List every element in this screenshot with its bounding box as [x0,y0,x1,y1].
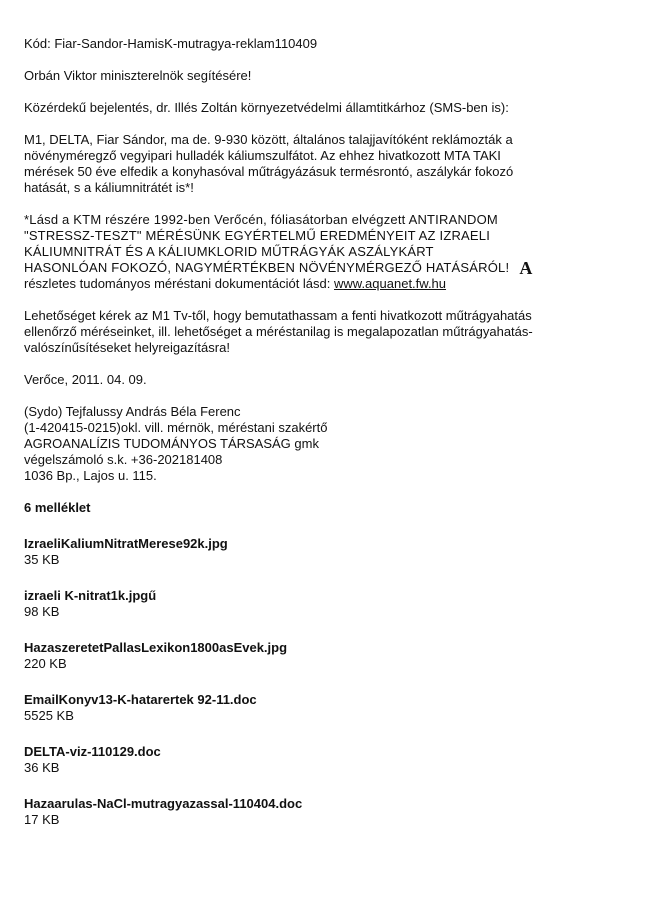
paragraph-2-line-5 [24,276,633,292]
attachment-name[interactable]: EmailKonyv13-K-hatarertek 92-11.doc [24,692,257,707]
attachment-name[interactable]: DELTA-viz-110129.doc [24,744,161,759]
paragraph-2-line-4-text: HASONLÓAN FOKOZÓ, NAGYMÉRTÉKBEN NÖVÉNYMÉRGEZŐ HATÁSÁRÓL! [24,260,510,275]
attachment-name[interactable]: HazaszeretetPallasLexikon1800asEvek.jpg [24,640,288,655]
attachment-list [24,536,633,827]
attachment-item[interactable] [24,692,633,723]
signature-name: (Sydo) Tejfalussy András Béla Ferenc [24,404,241,419]
signature-org: AGROANALÍZIS TUDOMÁNYOS TÁRSASÁG gmk [24,436,319,451]
attachment-item[interactable] [24,536,633,567]
paragraph-2 [24,212,633,292]
paragraph-1-line-1: M1, DELTA, Fiar Sándor, ma de. 9-930 között, általános talajjavítóként reklámozták a [24,132,513,147]
place-date: Verőce, 2011. 04. 09. [24,372,147,387]
attachments-heading: 6 melléklet [24,500,91,515]
paragraph-3-line-3: valószínűsítéseket helyreigazításra! [24,340,230,355]
paragraph-2-line-1: *Lásd a KTM részére 1992-ben Verőcén, fóliasátorban elvégzett ANTIRANDOM [24,212,498,227]
documentation-label: részletes tudományos méréstani dokumentációt lásd: [24,276,334,291]
attachment-size: 17 KB [24,812,60,827]
attachment-size: 5525 KB [24,708,74,723]
paragraph-2-line-2: "STRESSZ-TESZT" MÉRÉSÜNK EGYÉRTELMŰ EREDMÉNYEIT AZ IZRAELI [24,228,491,243]
paragraph-1 [24,132,633,196]
attachment-name[interactable]: Hazaarulas-NaCl-mutragyazassal-110404.doc [24,796,303,811]
paragraph-3-line-2: ellenőrző méréseinket, ill. lehetőséget a méréstanilag is megalapozatlan műtrágyahatás- [24,324,533,339]
addressee-line: Orbán Viktor miniszterelnök segítésére! [24,68,252,83]
attachment-size: 36 KB [24,760,60,775]
attachment-size: 98 KB [24,604,60,619]
attachment-size: 220 KB [24,656,67,671]
documentation-link[interactable]: www.aquanet.fw.hu [334,276,447,291]
paragraph-1-line-3: mérések 50 éve elfedik a konyhasóval műtrágyázásuk termésrontó, aszálykár fokozó [24,164,514,179]
paragraph-1-line-2: növényméregző vegyipari hulladék káliumszulfátot. Az ehhez hivatkozott MTA TAKI [24,148,501,163]
signature-title: (1-420415-0215)okl. vill. mérnök, méréstani szakértő [24,420,328,435]
annotation-mark: A [519,258,533,278]
attachment-size: 35 KB [24,552,60,567]
paragraph-1-line-4: hatását, s a káliumnitrátét is*! [24,180,194,195]
attachment-name[interactable]: izraeli K-nitrat1k.jpgű [24,588,157,603]
paragraph-2-line-3: KÁLIUMNITRÁT ÉS A KÁLIUMKLORID MŰTRÁGYÁK ASZÁLYKÁRT [24,244,434,259]
attachment-item[interactable] [24,796,633,827]
attachment-item[interactable] [24,640,633,671]
signature-block [24,404,633,484]
signature-address: 1036 Bp., Lajos u. 115. [24,468,157,483]
paragraph-3-line-1: Lehetőséget kérek az M1 Tv-től, hogy bemutathassam a fenti hivatkozott műtrágyahatás [24,308,532,323]
subject-line: Közérdekű bejelentés, dr. Illés Zoltán környezetvédelmi államtitkárhoz (SMS-ben is): [24,100,509,115]
document-code: Kód: Fiar-Sandor-HamisK-mutragya-reklam110409 [24,36,318,51]
paragraph-2-line-4 [24,260,633,276]
attachment-item[interactable] [24,744,633,775]
attachment-item[interactable] [24,588,633,619]
paragraph-3 [24,308,633,356]
signature-role: végelszámoló s.k. +36-202181408 [24,452,223,467]
attachment-name[interactable]: IzraeliKaliumNitratMerese92k.jpg [24,536,228,551]
